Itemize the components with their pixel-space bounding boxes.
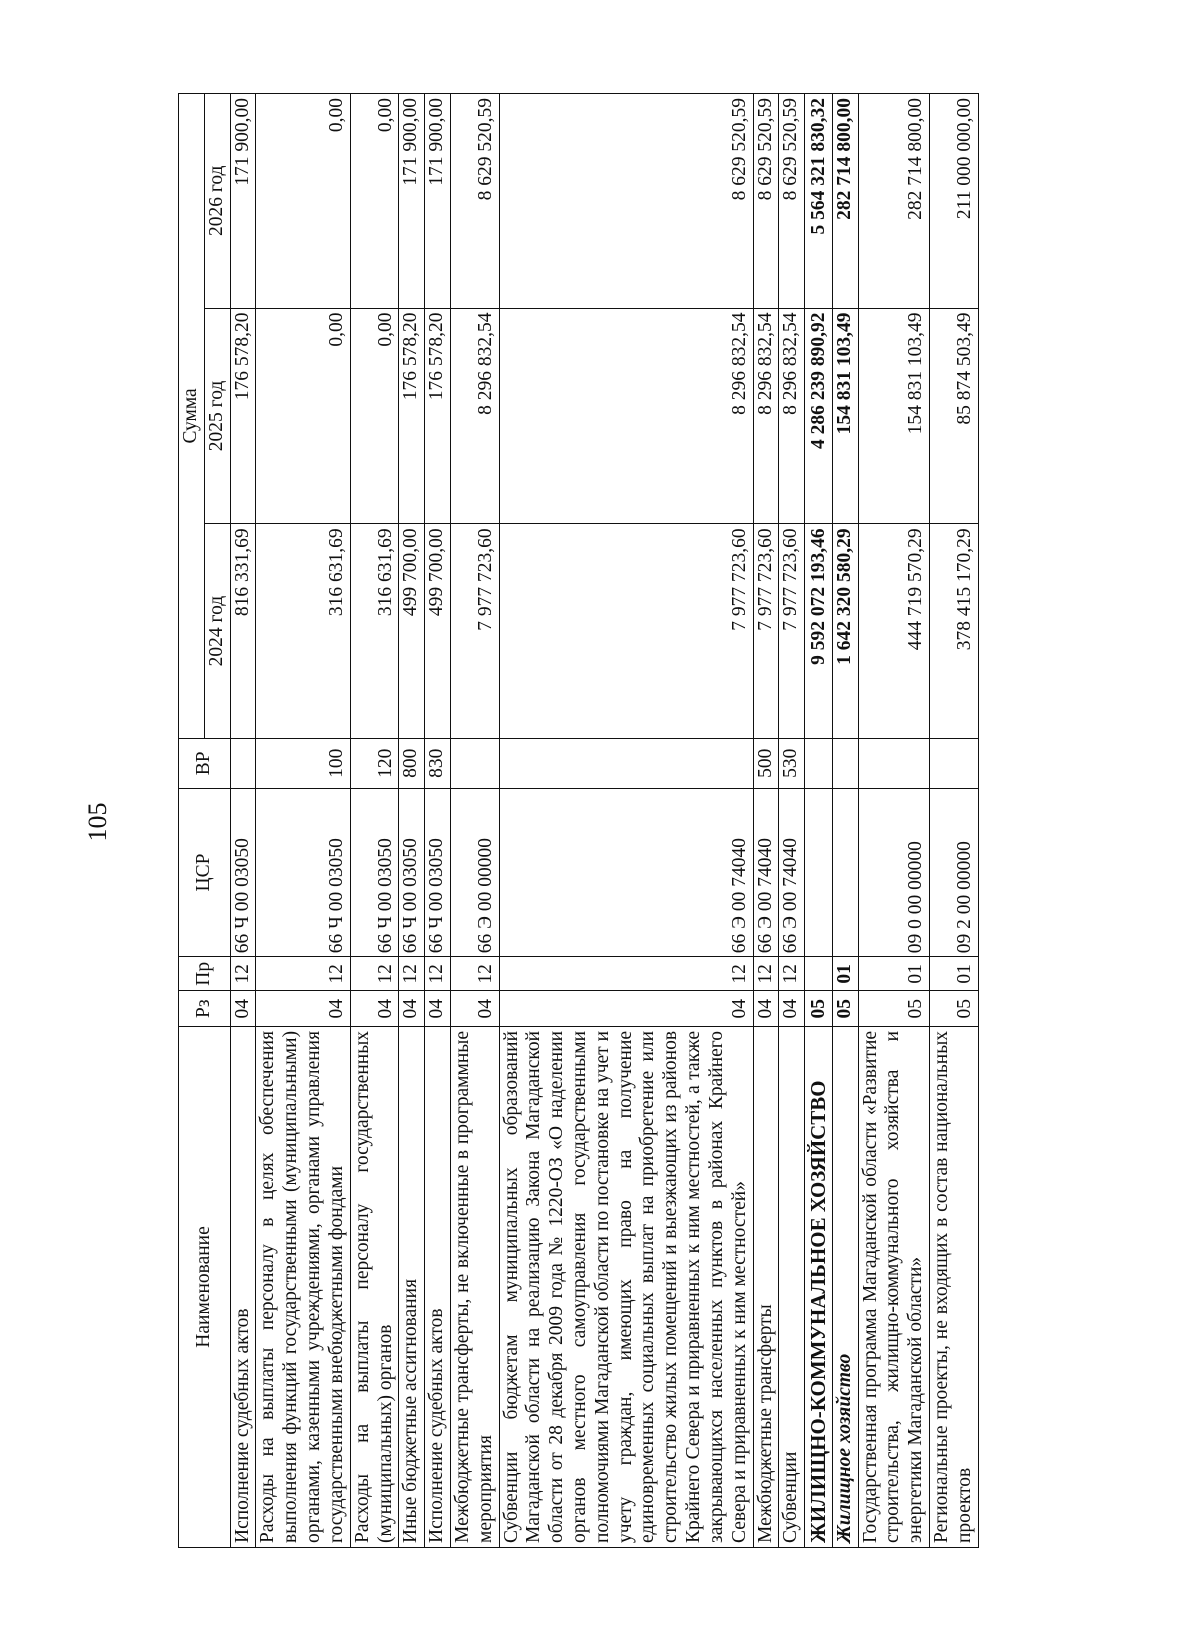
row-pr: 12: [779, 957, 805, 991]
row-vr: 830: [425, 738, 451, 788]
row-rz: 04: [753, 991, 779, 1027]
row-pr: 12: [425, 957, 451, 991]
budget-table: [178, 93, 979, 1548]
row-rz: 05: [805, 991, 833, 1027]
row-rz: 04: [256, 991, 350, 1027]
row-name: Межбюджетные трансферты: [753, 1026, 779, 1547]
row-csr: 66 Ч 00 03050: [350, 788, 399, 956]
row-2025: 8 296 832,54: [753, 308, 779, 524]
row-name: Расходы на выплаты персоналу государственных (муниципальных) органов: [350, 1026, 399, 1547]
row-vr: 500: [753, 738, 779, 788]
table-row: [350, 94, 399, 1548]
row-2025: 85 874 503,49: [929, 308, 978, 524]
row-pr: 01: [858, 957, 929, 991]
row-2026: 171 900,00: [230, 94, 256, 309]
row-2025: 176 578,20: [425, 308, 451, 524]
header-name: Наименование: [179, 1026, 231, 1547]
row-csr: 66 Ч 00 03050: [230, 788, 256, 956]
row-2025: 176 578,20: [399, 308, 425, 524]
row-csr: 66 Э 00 74040: [779, 788, 805, 956]
table-row: [858, 94, 929, 1548]
row-2025: 8 296 832,54: [499, 308, 753, 524]
row-rz: 04: [450, 991, 499, 1027]
row-name: Региональные проекты, не входящих в состав национальных проектов: [929, 1026, 978, 1547]
table-row: [230, 94, 256, 1548]
header-2024: 2024 год: [204, 524, 230, 738]
row-name: Субвенции: [779, 1026, 805, 1547]
row-vr: [929, 738, 978, 788]
row-vr: 530: [779, 738, 805, 788]
row-rz: 05: [832, 991, 858, 1027]
table-row: [753, 94, 779, 1548]
row-pr: 12: [499, 957, 753, 991]
row-2025: 0,00: [350, 308, 399, 524]
row-2024: 316 631,69: [256, 524, 350, 738]
row-csr: 09 0 00 00000: [858, 788, 929, 956]
row-pr: 12: [256, 957, 350, 991]
row-name: Расходы на выплаты персоналу в целях обеспечения выполнения функций государственными (муниципальными) органами, казенными учреждениями, органами управления государственными внебюджетными фондами: [256, 1026, 350, 1547]
row-2026: 282 714 800,00: [832, 94, 858, 309]
table-row: [450, 94, 499, 1548]
table-row: [399, 94, 425, 1548]
table-row: [779, 94, 805, 1548]
row-vr: [450, 738, 499, 788]
row-2024: 7 977 723,60: [499, 524, 753, 738]
row-vr: 120: [350, 738, 399, 788]
row-csr: 09 2 00 00000: [929, 788, 978, 956]
row-2024: 444 719 570,29: [858, 524, 929, 738]
row-pr: 01: [929, 957, 978, 991]
table-row: [425, 94, 451, 1548]
row-csr: 66 Ч 00 03050: [256, 788, 350, 956]
row-2026: 282 714 800,00: [858, 94, 929, 309]
row-pr: 12: [753, 957, 779, 991]
table-row-section: [805, 94, 833, 1548]
header-vr: ВР: [179, 738, 231, 788]
row-csr: 66 Э 00 74040: [753, 788, 779, 956]
row-vr: 100: [256, 738, 350, 788]
row-2024: 7 977 723,60: [753, 524, 779, 738]
row-2026: 171 900,00: [399, 94, 425, 309]
header-pr: Пр: [179, 957, 231, 991]
row-csr: [832, 788, 858, 956]
rotated-table-container: [178, 93, 979, 1548]
row-csr: 66 Ч 00 03050: [425, 788, 451, 956]
row-2026: 0,00: [350, 94, 399, 309]
table-row: [929, 94, 978, 1548]
header-csr: ЦСР: [179, 788, 231, 956]
row-rz: 04: [425, 991, 451, 1027]
row-vr: 800: [399, 738, 425, 788]
row-csr: [805, 788, 833, 956]
row-pr: [805, 957, 833, 991]
row-csr: 66 Э 00 00000: [450, 788, 499, 956]
row-vr: [858, 738, 929, 788]
row-rz: 04: [399, 991, 425, 1027]
row-2024: 7 977 723,60: [779, 524, 805, 738]
header-2025: 2025 год: [204, 308, 230, 524]
row-rz: 05: [858, 991, 929, 1027]
row-2024: 378 415 170,29: [929, 524, 978, 738]
row-2025: 8 296 832,54: [779, 308, 805, 524]
row-2026: 8 629 520,59: [779, 94, 805, 309]
row-rz: 04: [779, 991, 805, 1027]
row-vr: [230, 738, 256, 788]
header-2026: 2026 год: [204, 94, 230, 309]
row-2026: 171 900,00: [425, 94, 451, 309]
row-2024: 1 642 320 580,29: [832, 524, 858, 738]
table-row: [499, 94, 753, 1548]
row-pr: 12: [399, 957, 425, 991]
row-2024: 9 592 072 193,46: [805, 524, 833, 738]
row-2025: 154 831 103,49: [858, 308, 929, 524]
row-name: Субвенции бюджетам муниципальных образований Магаданской области на реализацию Закона Магаданской области от 28 декабря 2009 года № 1220-ОЗ «О наделении органов местного самоуправления государственными полномочиями Магаданской области по постановке на учет и учету граждан, имеющих право на получение единовременных социальных выплат на приобретение или строительство жилых помещений и выезжающих из районов Крайнего Севера и приравненных к ним местностей, а также закрывающихся населенных пунктов в районах Крайнего Севера и приравненных к ним местностей»: [499, 1026, 753, 1547]
row-name: Иные бюджетные ассигнования: [399, 1026, 425, 1547]
row-name: Межбюджетные трансферты, не включенные в программные мероприятия: [450, 1026, 499, 1547]
row-2025: 0,00: [256, 308, 350, 524]
row-pr: 12: [450, 957, 499, 991]
row-2025: 176 578,20: [230, 308, 256, 524]
row-2026: 8 629 520,59: [753, 94, 779, 309]
row-csr: 66 Э 00 74040: [499, 788, 753, 956]
header-rz: Рз: [179, 991, 231, 1027]
row-2025: 8 296 832,54: [450, 308, 499, 524]
row-2024: 499 700,00: [399, 524, 425, 738]
row-2026: 211 000 000,00: [929, 94, 978, 309]
row-name: Исполнение судебных актов: [230, 1026, 256, 1547]
row-2026: 0,00: [256, 94, 350, 309]
row-name: ЖИЛИЩНО-КОММУНАЛЬНОЕ ХОЗЯЙСТВО: [805, 1026, 833, 1547]
row-name: Исполнение судебных актов: [425, 1026, 451, 1547]
row-2025: 154 831 103,49: [832, 308, 858, 524]
row-2024: 7 977 723,60: [450, 524, 499, 738]
row-vr: [832, 738, 858, 788]
row-2026: 8 629 520,59: [499, 94, 753, 309]
row-csr: 66 Ч 00 03050: [399, 788, 425, 956]
row-pr: 12: [230, 957, 256, 991]
table-row-subsection: [832, 94, 858, 1548]
row-rz: 05: [929, 991, 978, 1027]
row-name: Жилищное хозяйство: [832, 1026, 858, 1547]
table-row: [256, 94, 350, 1548]
row-2024: 316 631,69: [350, 524, 399, 738]
row-rz: 04: [230, 991, 256, 1027]
row-rz: 04: [350, 991, 399, 1027]
row-2024: 816 331,69: [230, 524, 256, 738]
row-vr: [499, 738, 753, 788]
row-pr: 12: [350, 957, 399, 991]
header-sum: Сумма: [179, 94, 205, 739]
row-2026: 5 564 321 830,32: [805, 94, 833, 309]
row-2025: 4 286 239 890,92: [805, 308, 833, 524]
row-rz: 04: [499, 991, 753, 1027]
page-number: 105: [83, 802, 112, 842]
row-name: Государственная программа Магаданской области «Развитие строительства, жилищно-коммунального хозяйства и энергетики Магаданской области»: [858, 1026, 929, 1547]
row-pr: 01: [832, 957, 858, 991]
row-2026: 8 629 520,59: [450, 94, 499, 309]
row-2024: 499 700,00: [425, 524, 451, 738]
row-vr: [805, 738, 833, 788]
